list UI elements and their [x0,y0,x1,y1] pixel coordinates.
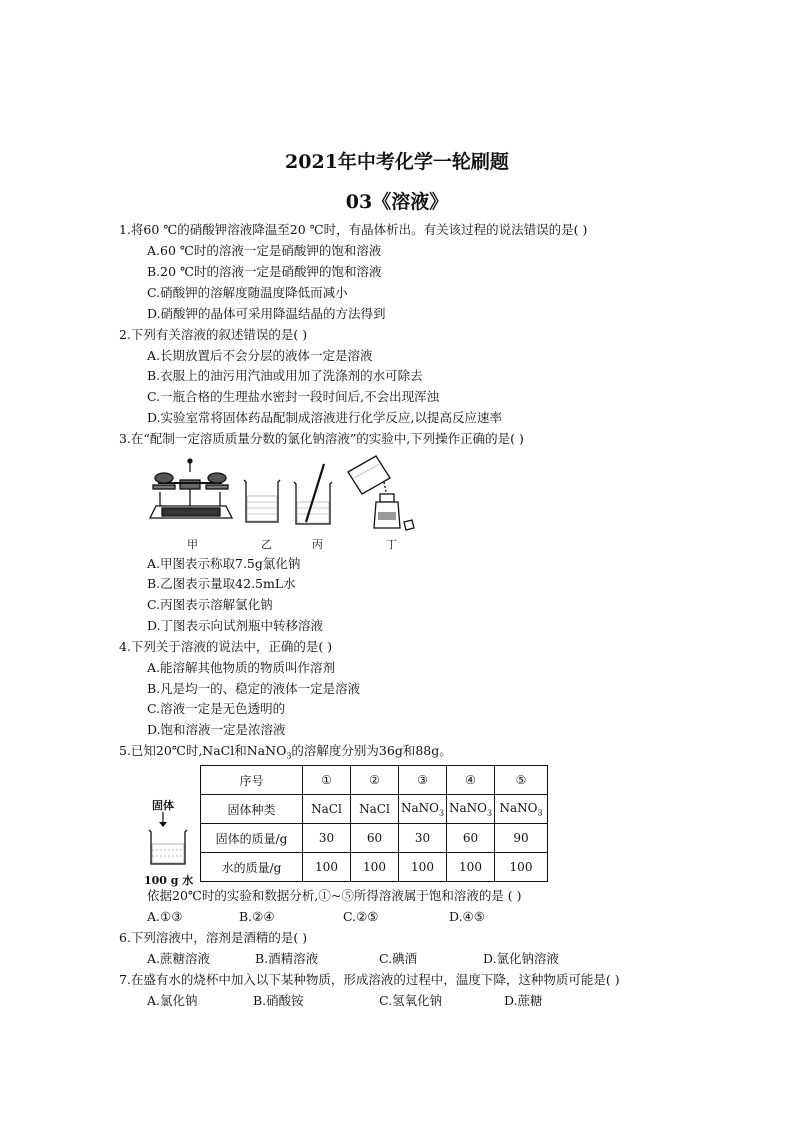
table-cell: 100 [351,853,399,882]
table-cell: 60 [447,824,495,853]
q5-option-b: B.②④ [239,909,275,924]
table-cell [495,795,548,824]
q4-stem: 4.下列关于溶液的说法中，正确的是( ) [119,639,333,654]
q6-option-d: D.氯化钠溶液 [483,951,560,966]
table-cell: 60 [351,824,399,853]
q4-option-b: B.凡是均一的、稳定的液体一定是溶液 [147,681,361,696]
table-row-label: 水的质量/g [201,853,303,882]
table-row [201,853,548,882]
q7-option-c: C.氢氧化钠 [379,993,443,1008]
q3-option-c: C.丙图表示溶解氯化钠 [147,597,273,612]
q7-option-b: B.硝酸铵 [253,993,304,1008]
q5-stem-part-a: 5.已知20℃时,NaCl和NaNO [119,743,287,758]
table-header-cell: 序号 [201,766,303,795]
table-cell: 100 [399,853,447,882]
q5-stem-part-b: 的溶解度分别为36g和88g。 [291,743,452,758]
q5-stem-sub: 3 [286,751,292,761]
q1-option-b: B.20 ℃时的溶液一定是硝酸钾的饱和溶液 [147,264,382,279]
beaker-icon [244,480,280,522]
formula-base: NaNO [448,800,487,815]
table-row [201,766,548,795]
formula-sub: 3 [537,808,543,818]
fig-label-yi: 乙 [261,538,272,551]
table-header-cell: ① [303,766,351,795]
q1-stem: 1.将60 ℃的硝酸钾溶液降温至20 ℃时，有晶体析出。有关该过程的说法错误的是( ) [119,222,588,237]
q3-stem: 3.在“配制一定溶质质量分数的氯化钠溶液”的实验中,下列操作正确的是( ) [119,431,524,446]
pouring-bottle-icon [348,456,414,530]
table-cell [303,795,351,824]
formula-base: NaCl [311,802,342,816]
q5-analysis-text: 依据20℃时的实验和数据分析,①~⑤所得溶液属于饱和溶液的是 ( ) [147,888,522,903]
table-header-cell: ⑤ [495,766,548,795]
formula-sub: 3 [486,808,493,818]
table-cell: 100 [447,853,495,882]
formula-base: NaNO [499,800,538,815]
formula-base: NaCl [359,802,390,816]
table-row-label: 固体种类 [201,795,303,824]
table-header-cell: ④ [447,766,495,795]
table-row [201,824,548,853]
table-cell: 90 [495,824,548,853]
q4-option-d: D.饱和溶液一定是浓溶液 [147,722,286,737]
q6-options [147,951,627,967]
q4-option-c: C.溶液一定是无色透明的 [147,701,286,716]
solubility-table [200,765,548,882]
table-cell [447,795,495,824]
table-header-cell: ② [351,766,399,795]
table-cell: 30 [303,824,351,853]
table-cell: 30 [399,824,447,853]
table-cell [399,795,447,824]
formula-sub: 3 [438,808,445,818]
lab-apparatus-figure [140,452,430,534]
table-cell: 100 [303,853,351,882]
formula-base: NaNO [400,800,439,815]
q5-options [147,909,567,925]
fig-water-label: 100 g 水 [144,874,194,887]
q5-option-d: D.④⑤ [449,909,485,924]
q6-option-c: C.碘酒 [379,951,418,966]
q1-option-d: D.硝酸钾的晶体可采用降温结晶的方法得到 [147,306,386,321]
q6-option-a: A.蔗糖溶液 [147,951,211,966]
fig-label-bing: 丙 [312,538,323,551]
q2-option-a: A.长期放置后不会分层的液体一定是溶液 [147,348,373,363]
q2-option-d: D.实验室常将固体药品配制成溶液进行化学反应,以提高反应速率 [147,410,503,425]
q3-option-b: B.乙图表示量取42.5mL水 [147,576,296,591]
q4-option-a: A.能溶解其他物质的物质叫作溶剂 [147,660,336,675]
table-header-cell: ③ [399,766,447,795]
q5-option-a: A.①③ [147,909,183,924]
fig-label-ding: 丁 [386,538,397,551]
table-row-label: 固体的质量/g [201,824,303,853]
table-row [201,795,548,824]
q7-option-d: D.蔗糖 [504,993,543,1008]
doc-subtitle: 03《溶液》 [345,191,449,213]
q1-option-a: A.60 ℃时的溶液一定是硝酸钾的饱和溶液 [147,243,382,258]
fig-solid-label: 固体 [152,799,174,812]
stirring-beaker-icon [294,464,332,524]
doc-title: 2021年中考化学一轮刷题 [285,151,509,173]
q2-stem: 2.下列有关溶液的叙述错误的是( ) [119,327,308,342]
q7-options [147,993,627,1009]
q7-stem: 7.在盛有水的烧杯中加入以下某种物质，形成溶液的过程中，温度下降，这种物质可能是( ) [119,972,620,987]
beaker-water-icon [146,812,194,872]
q2-option-c: C.一瓶合格的生理盐水密封一段时间后,不会出现浑浊 [147,389,440,404]
q1-option-c: C.硝酸钾的溶解度随温度降低而减小 [147,285,348,300]
table-cell [351,795,399,824]
q3-option-d: D.丁图表示向试剂瓶中转移溶液 [147,618,324,633]
fig-label-jia: 甲 [187,538,198,551]
q3-option-a: A.甲图表示称取7.5g氯化钠 [147,556,301,571]
q5-option-c: C.②⑤ [343,909,379,924]
q7-option-a: A.氯化钠 [147,993,198,1008]
q6-stem: 6.下列溶液中，溶剂是酒精的是( ) [119,930,308,945]
balance-icon [150,459,232,518]
q2-option-b: B.衣服上的油污用汽油或用加了洗涤剂的水可除去 [147,368,423,383]
table-cell: 100 [495,853,548,882]
q6-option-b: B.酒精溶液 [255,951,319,966]
q5-stem [119,743,452,765]
